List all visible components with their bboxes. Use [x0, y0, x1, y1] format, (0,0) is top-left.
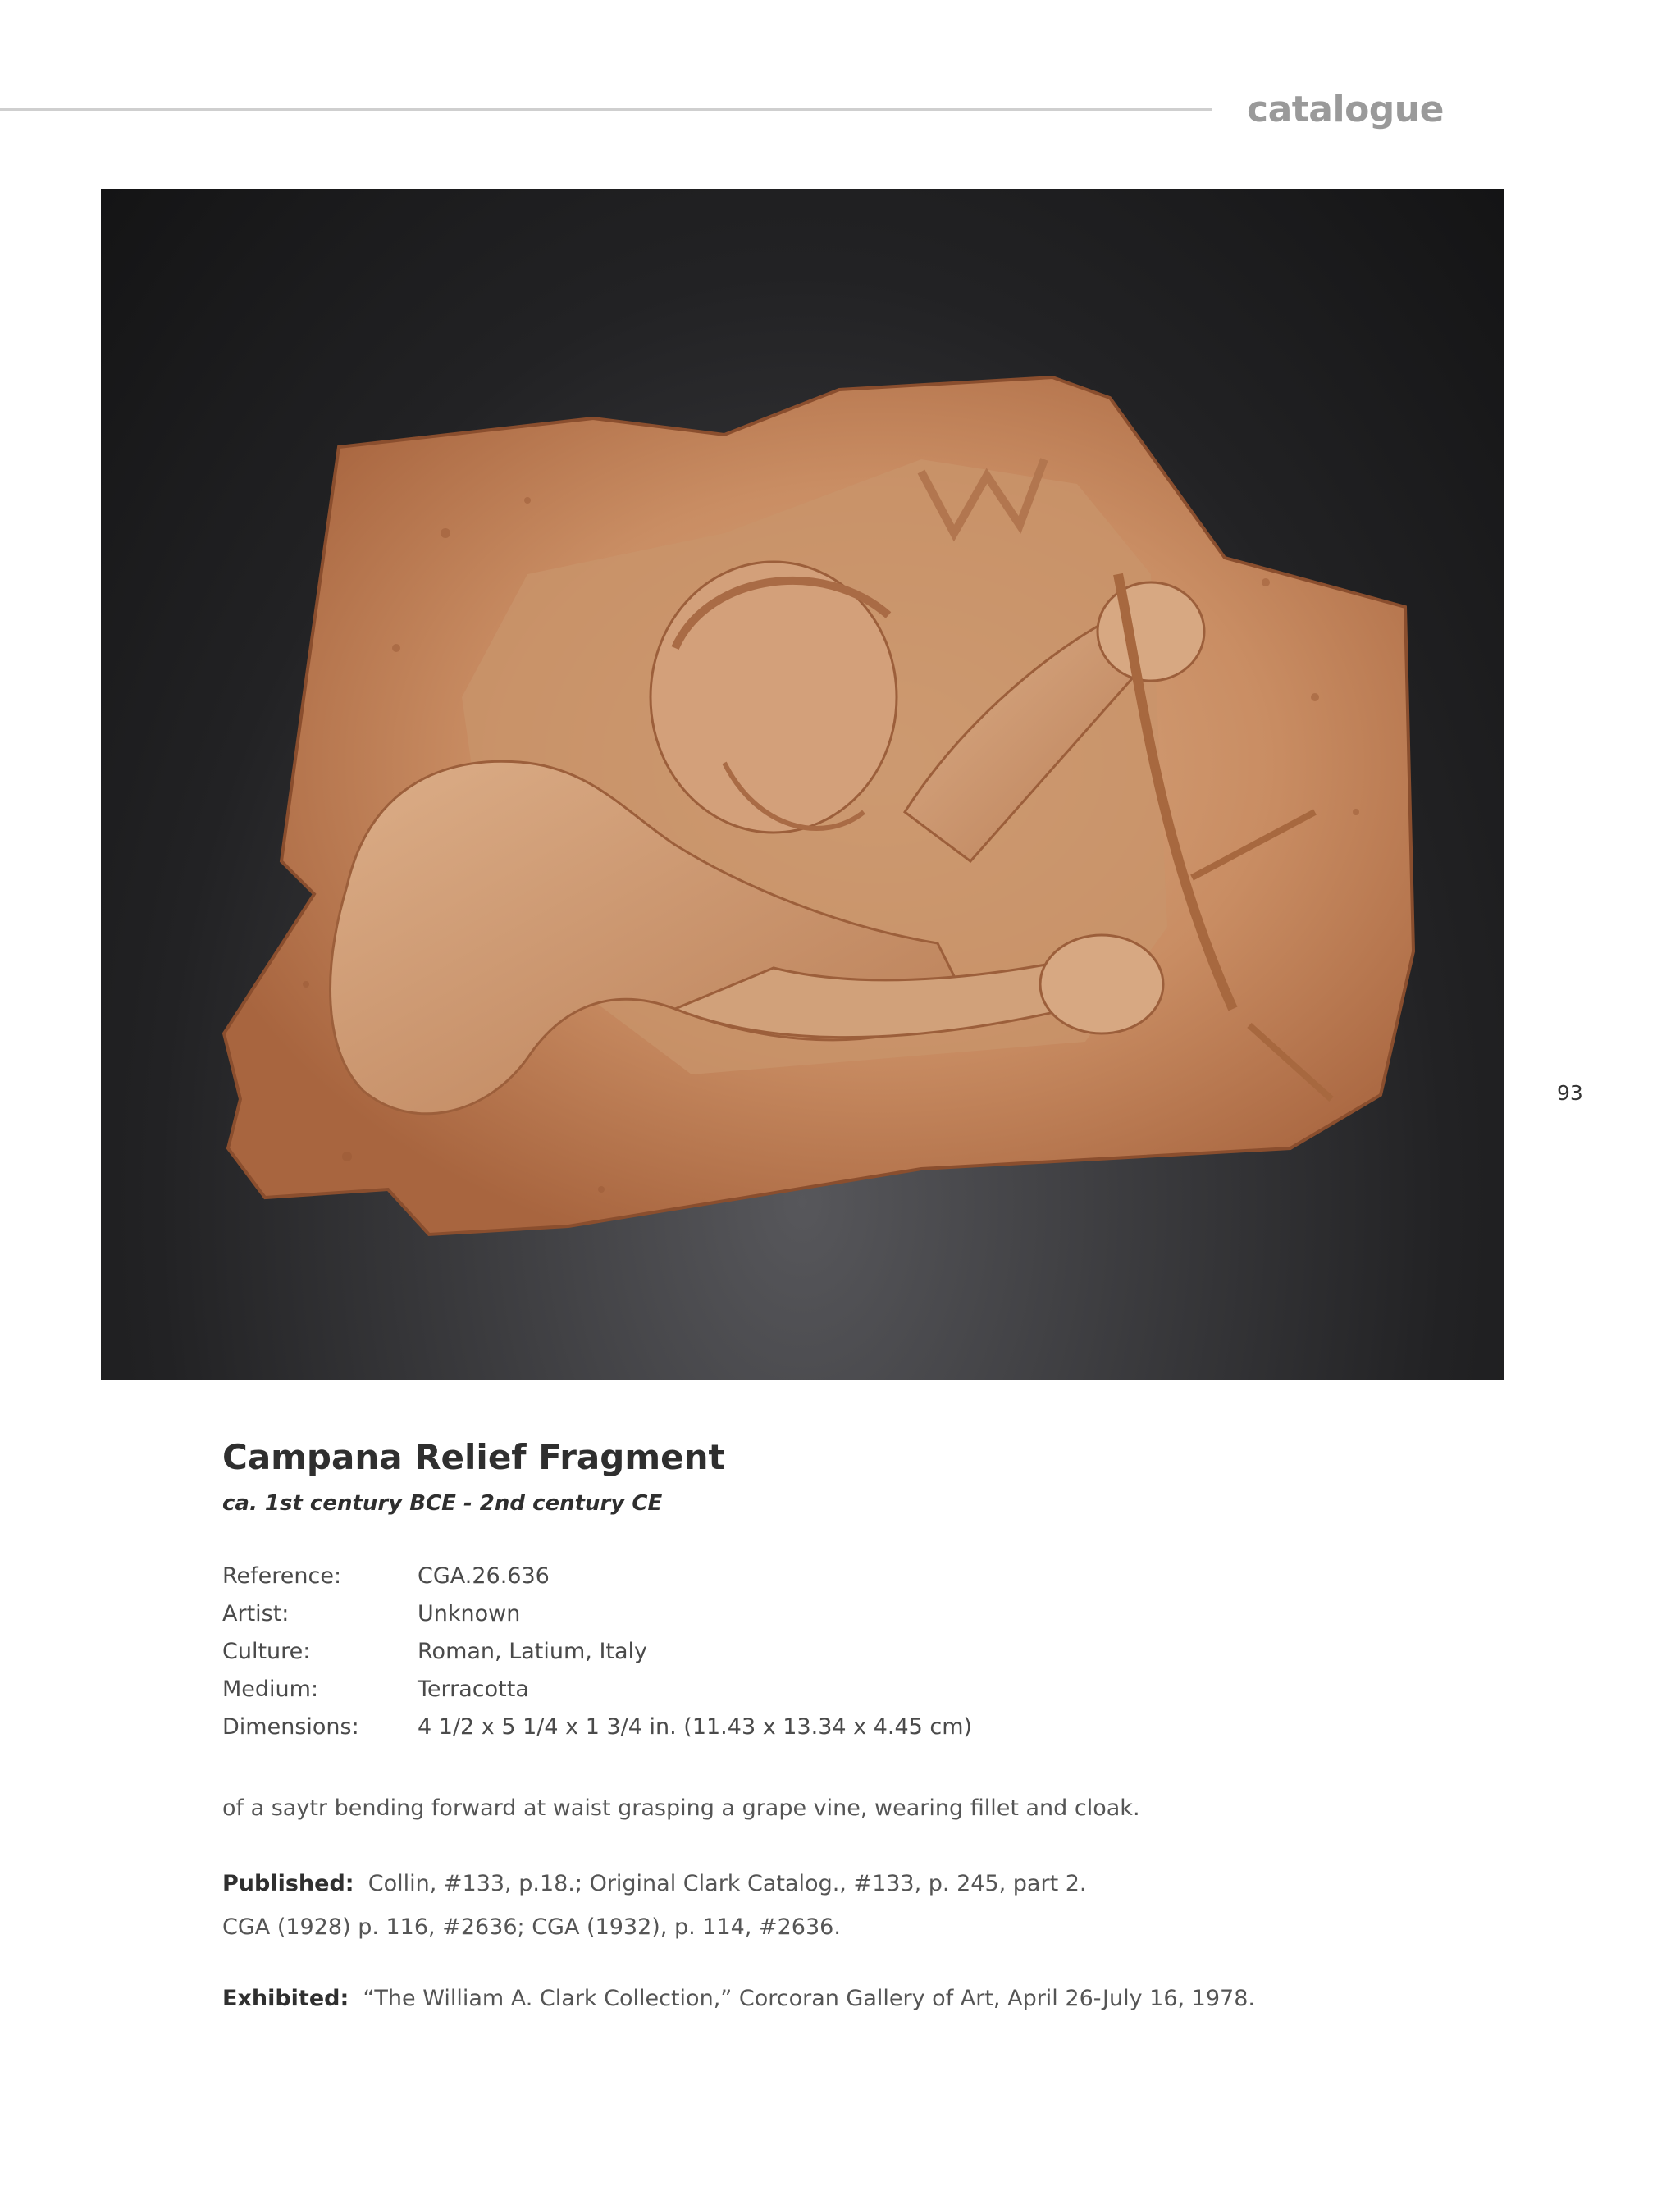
detail-label: Reference: [222, 1563, 342, 1589]
artwork-description: of a saytr bending forward at waist grasping a grape vine, wearing fillet and cloak. [222, 1795, 1140, 1821]
exhibited-text: “The William A. Clark Collection,” Corcoran Gallery of Art, April 26-July 16, 1978. [363, 1986, 1255, 2011]
detail-label: Culture: [222, 1639, 311, 1664]
published-text-2: CGA (1928) p. 116, #2636; CGA (1932), p. 114, #2636. [222, 1914, 841, 1940]
detail-value: Terracotta [418, 1677, 529, 1702]
detail-row-culture [222, 1639, 972, 1677]
detail-label: Dimensions: [222, 1714, 359, 1740]
artwork-date: ca. 1st century BCE - 2nd century CE [222, 1491, 663, 1516]
exhibited-section [222, 1977, 1255, 2020]
published-section [222, 1862, 1087, 1949]
exhibited-label: Exhibited: [222, 1986, 349, 2011]
published-label: Published: [222, 1871, 354, 1896]
section-label: catalogue [1247, 89, 1444, 130]
detail-row-artist [222, 1601, 972, 1639]
published-text-1: Collin, #133, p.18.; Original Clark Catalog., #133, p. 245, part 2. [368, 1871, 1087, 1896]
detail-value: 4 1/2 x 5 1/4 x 1 3/4 in. (11.43 x 13.34 x 4.45 cm) [418, 1714, 973, 1740]
detail-label: Medium: [222, 1677, 319, 1702]
artwork-title: Campana Relief Fragment [222, 1437, 725, 1477]
header-rule [0, 108, 1212, 111]
relief-fragment-image [101, 189, 1504, 1380]
detail-row-dimensions [222, 1714, 972, 1752]
artwork-photo [101, 189, 1504, 1380]
page-number: 93 [1557, 1081, 1583, 1105]
detail-row-reference [222, 1563, 972, 1601]
detail-row-medium [222, 1677, 972, 1714]
detail-value: Unknown [418, 1601, 521, 1627]
detail-label: Artist: [222, 1601, 290, 1627]
details-table [222, 1563, 972, 1752]
detail-value: CGA.26.636 [418, 1563, 550, 1589]
satyr-head [651, 562, 897, 833]
detail-value: Roman, Latium, Italy [418, 1639, 648, 1664]
published-line-1 [222, 1862, 1087, 1905]
